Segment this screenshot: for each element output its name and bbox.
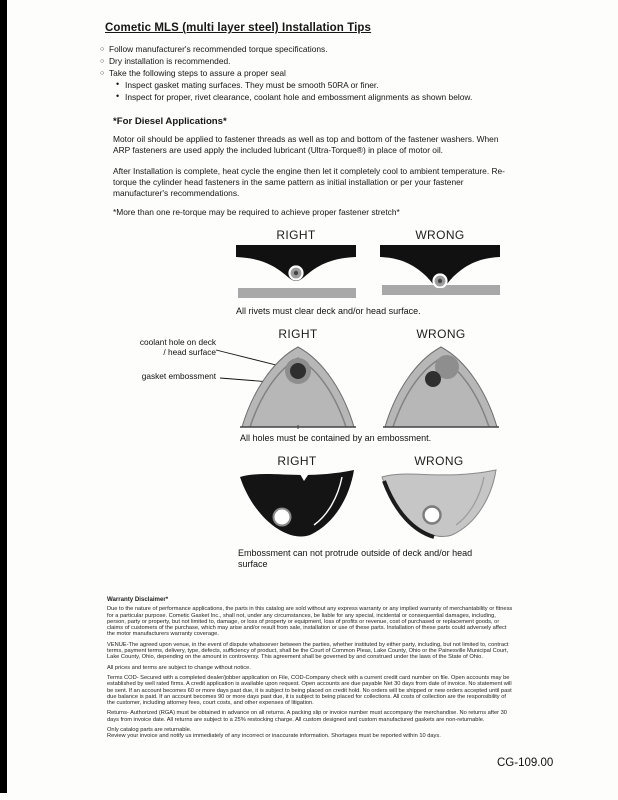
right-label: RIGHT bbox=[278, 327, 318, 341]
rivet-right-diagram bbox=[236, 245, 356, 301]
retorque-note: *More than one re-torque may be required to achieve proper fastener stretch* bbox=[113, 207, 400, 217]
tip-item: ○ Follow manufacturer's recommended torque specifications. bbox=[100, 43, 530, 55]
gasket-embossment-annotation: gasket embossment bbox=[141, 371, 216, 381]
protrusion-caption: Embossment can not protrude outside of deck and/or head surface bbox=[238, 548, 473, 569]
legal-paragraph: Due to the nature of performance applications, the parts in this catalog are sold without any express warranty or any implied warranty of merchantability or fitness for a particular purpose. Cometic Gasket Inc., shall not, under any circumstances, be liable for any special, incidental or consequential damages, including, person, party or property, but not limited to, damage, or loss of property or equipment, loss of profits or revenue, cost of purchased or replacement goods, or claims of customers of the purchase, which may arise and/or result from sale, installation or use of these parts. Installation of these parts could adversely affect the motor manufacturers warranty coverage. bbox=[107, 606, 513, 638]
right-label: RIGHT bbox=[277, 454, 317, 468]
wrong-label: WRONG bbox=[415, 228, 465, 242]
legal-paragraph: Returns- Authorized (RGA) must be obtained in advance on all returns. A packing slip or invoice number must accompany the merchandise. No returns after 30 days from invoice date. All returns are subject to a 25% restocking charge. All custom designed and custom manufactured gaskets are non-returnable. bbox=[107, 710, 507, 723]
tip-item: ○ Dry installation is recommended. bbox=[100, 55, 530, 67]
embossment-protrusion-wrong-diagram bbox=[380, 467, 498, 543]
legal-disclaimer bbox=[107, 597, 515, 744]
embossment-protrusion-right-diagram bbox=[238, 467, 356, 543]
legal-paragraph: VENUE-The agreed upon venue, in the event of dispute whatsoever between the parties, whether instituted by either party, including, but not limited to, contract terms, payment terms, delivery, type, defects, sufficiency of product, shall be the Court of Common Pleas, Lake County, Ohio or the Painesville Municipal Court, Lake County, Ohio, depending on the amount in controversy. This agreement shall be governed by and construed under the laws of the State of Ohio. bbox=[107, 641, 509, 661]
tip-item: ○ Take the following steps to assure a proper seal bbox=[100, 67, 530, 79]
diesel-applications-heading: *For Diesel Applications* bbox=[113, 116, 227, 127]
right-label: RIGHT bbox=[276, 228, 316, 242]
installation-tips-list bbox=[100, 43, 530, 103]
embossment-hole-wrong-diagram bbox=[383, 341, 499, 429]
diesel-paragraph-heat-cycle: After Installation is complete, heat cycle the engine then let it completely cool to ambient temperature. Re-torque the cylinder head fasteners in the same pattern as initial installation or per your fastener manufacturer's recommendations. bbox=[113, 166, 505, 198]
coolant-hole-annotation: coolant hole on deck / head surface bbox=[139, 337, 216, 357]
warranty-disclaimer-heading: Warranty Disclaimer* bbox=[107, 596, 169, 603]
wrong-label: WRONG bbox=[414, 454, 464, 468]
page-edge-bar bbox=[0, 0, 7, 793]
embossment-hole-right-diagram bbox=[240, 341, 356, 429]
legal-paragraph: All prices and terms are subject to change without notice. bbox=[107, 664, 251, 671]
page-code: CG-109.00 bbox=[497, 757, 554, 769]
tip-sub-item: • Inspect for proper, rivet clearance, coolant hole and embossment alignments as shown below. bbox=[116, 91, 530, 103]
rivet-caption: All rivets must clear deck and/or head surface. bbox=[236, 306, 421, 316]
legal-paragraph: Terms COD- Secured with a completed dealer/jobber application on File, COD-Company check with a current credit card number on file. Open accounts may be established by well rated firms. A credit application is available upon request. Open accounts are due payable Net 30 days from date of invoice. No statement will be sent. If an account becomes 60 or more days past due, it is subject to being placed on credit hold. No orders will be shipped or new orders accepted until past due balance is paid. If an account becomes 90 or more days past due, it is subject to being placed for collections. All costs of collection are the responsibility of the customer, including attorney fees, court costs, and other expenses of litigation. bbox=[107, 674, 512, 707]
tip-sub-item: • Inspect gasket mating surfaces. They must be smooth 50RA or finer. bbox=[116, 79, 530, 91]
legal-paragraph: Only catalog parts are returnable. bbox=[107, 727, 192, 734]
diesel-paragraph-oil: Motor oil should be applied to fastener threads as well as top and bottom of the fastener washers. When ARP fasteners are used apply the included lubricant (Ultra-Torque®) in place of motor oil. bbox=[113, 134, 499, 155]
legal-paragraph: Review your invoice and notify us immediately of any incorrect or inaccurate information. Shortages must be reported within 10 days. bbox=[107, 733, 441, 740]
page-title: Cometic MLS (multi layer steel) Installation Tips bbox=[105, 22, 372, 34]
wrong-label: WRONG bbox=[416, 327, 466, 341]
holes-caption: All holes must be contained by an embossment. bbox=[240, 433, 432, 443]
rivet-wrong-diagram bbox=[380, 245, 500, 301]
